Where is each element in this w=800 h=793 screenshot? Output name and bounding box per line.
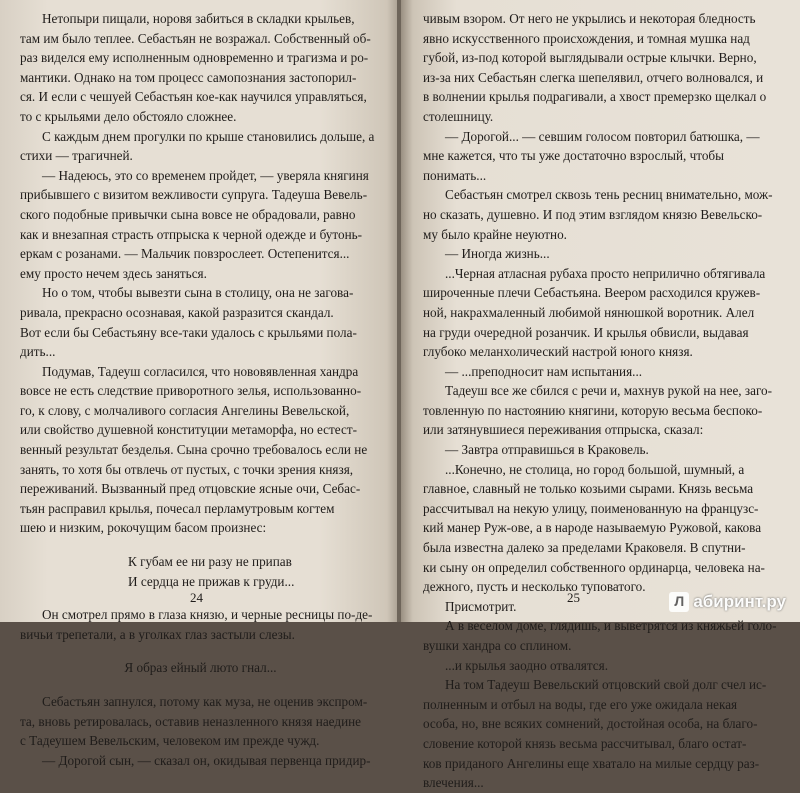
text-line: Себастьян смотрел сквозь тень ресниц внимательно, мож-: [445, 187, 773, 203]
text-line: Я образ ейный люто гнал...: [124, 660, 277, 676]
right-page-number: 25: [567, 590, 580, 606]
text-line: переживаний. Вызванный пред отцовские ясные очи, Себас-: [20, 481, 361, 497]
text-line: или свойство душевной конституции метаморфа, но естест-: [20, 422, 357, 438]
text-line: А в веселом доме, глядишь, и выветрятся из княжьей голо-: [445, 618, 777, 634]
right-page: [401, 0, 800, 791]
text-line: И сердца не прижав к груди...: [128, 573, 295, 589]
left-page-number: 24: [190, 590, 203, 606]
text-line: [20, 538, 381, 552]
text-line: явно искусственного происхождения, и томная мушка над: [423, 30, 750, 46]
text-line: — Дорогой сын, — сказал он, окидывая первенца придир-: [42, 752, 371, 768]
text-line: — Надеюсь, это со временем пройдет, — уверяла княгиня: [42, 167, 369, 183]
text-line: мне кажется, что ты уже достаточно взрослый, чтобы: [423, 148, 725, 164]
text-line: кий манер Руж-ове, а в народе называемую Ружовой, какова: [423, 520, 762, 536]
text-line: главное, славный не только козьими сырами. Князь весьма: [423, 481, 754, 497]
text-line: или затянувшиеся переживания отпрыска, сказал:: [423, 422, 704, 438]
text-line: Нетопыри пищали, норовя забиться в складки крыльев,: [42, 11, 355, 26]
text-line: широченные плечи Себастьяна. Веером расходился кружев-: [423, 285, 761, 301]
text-line: влечения...: [423, 775, 484, 791]
text-line: Вот если бы Себастьяну все-таки удалось с крыльями пола-: [20, 324, 357, 340]
text-line: — Иногда жизнь...: [445, 246, 550, 262]
text-line: стихи — трагичней.: [20, 148, 133, 164]
text-line: особа, но, вне всяких сомнений, достойная особа, на благо-: [423, 716, 758, 732]
text-line: та, вновь ретировалась, оставив неназленного князя наедине: [20, 713, 362, 729]
text-line: вичьи трепетали, а в уголках глаз застыли слезы.: [20, 626, 295, 642]
text-line: рассчитывал на некую улицу, поименованную на французс-: [423, 500, 759, 516]
text-line: му было крайне неуютно.: [423, 226, 567, 242]
text-line: Он смотрел прямо в глаза князю, и черные ресницы по-де-: [42, 607, 373, 623]
text-line: ков приданого Ангелины еще хватало на милые сердцу раз-: [423, 755, 760, 771]
text-line: тьян расправил крылья, почесал перламутровым когтем: [20, 500, 335, 516]
text-line: вовсе не есть следствие приворотного зелья, использованно-: [20, 383, 362, 399]
text-line: была известна далеко за пределами Краковеля. В спутни-: [423, 540, 746, 556]
text-line: то с крыльями дело обстояло сложнее.: [20, 108, 237, 124]
text-line: ...и крылья заодно отвалятся.: [445, 657, 608, 673]
text-line: — Дорогой... — севшим голосом повторил батюшка, —: [445, 128, 760, 144]
text-line: го, к слову, с молчаливого согласия Ангелины Вевельской,: [20, 402, 350, 418]
text-line: мантики. Однако на том процесс самопознания застопорил-: [20, 69, 357, 85]
left-page-text: [20, 9, 381, 770]
text-line: на груди очередной розанчик. И крылья обвисли, выдавая: [423, 324, 749, 340]
labirint-logo-icon: Л: [669, 592, 689, 612]
text-line: ной, накрахмаленный любимой нянюшкой воротник. Алел: [423, 304, 755, 320]
text-line: еркам с розанами. — Мальчик повзрослеет. Остепенится...: [20, 246, 350, 262]
text-line: Тадеуш все же сбился с речи и, махнув рукой на нее, заго-: [445, 383, 773, 399]
text-line: из-за них Себастьян слегка шепелявил, отчего волновался, и: [423, 69, 764, 85]
text-line: — Завтра отправишься в Краковель.: [445, 442, 649, 458]
text-line: товленную по настоянию княгини, которую весьма беспоко-: [423, 402, 763, 418]
text-line: столешницу.: [423, 108, 494, 124]
text-line: [20, 644, 381, 658]
text-line: полненным и отбыл на воды, где его уже ожидала некая: [423, 696, 738, 712]
text-line: ся. И если с чешуей Себастьян кое-как научился управляться,: [20, 89, 367, 105]
text-line: но сказать, душевно. И под этим взглядом князю Вевельско-: [423, 206, 763, 222]
labirint-watermark: [669, 592, 786, 612]
text-line: — ...преподносит нам испытания...: [445, 363, 643, 379]
text-line: ского подобные привычки сына вовсе не обрадовали, равно: [20, 206, 356, 222]
watermark-text: абиринт.ру: [693, 592, 786, 612]
text-line: понимать...: [423, 167, 487, 183]
text-line: чивым взором. От него не укрылись и некоторая бледность: [423, 11, 756, 26]
text-line: шею и низким, рокочущим басом произнес:: [20, 520, 267, 536]
text-line: с Тадеушем Вевельским, человеком им прежде чужд.: [20, 733, 320, 749]
text-line: венный результат безделья. Сына срочно требовалось если не: [20, 442, 368, 458]
right-page-text: [423, 9, 786, 793]
text-line: На том Тадеуш Вевельский отцовский свой долг счел ис-: [445, 677, 767, 693]
text-line: ему просто нечем здесь заняться.: [20, 265, 207, 281]
text-line: Подумав, Тадеуш согласился, что нововявленная хандра: [42, 363, 359, 379]
text-line: дежного, пусть и несколько туповатого.: [423, 579, 646, 595]
text-line: Присмотрит.: [445, 598, 517, 614]
text-line: С каждым днем прогулки по крыше становились дольше, а: [42, 128, 375, 144]
text-line: ки сыну он определил собственного ординарца, человека на-: [423, 559, 765, 575]
text-line: прибывшего с визитом вежливости супруга. Тадеуша Вевель-: [20, 187, 368, 203]
text-line: Но о том, чтобы вывезти сына в столицу, она не загова-: [42, 285, 354, 301]
text-line: дить...: [20, 344, 56, 360]
left-page: [0, 0, 399, 768]
text-line: Себастьян запнулся, потому как муза, не оценив экспром-: [42, 694, 368, 709]
text-line: ривала, прекрасно осознавая, какой разразится скандал.: [20, 304, 334, 320]
text-line: как и внезапная страсть отпрыска к черной одежде и бутонь-: [20, 226, 363, 242]
text-line: [20, 678, 381, 692]
text-line: ...Конечно, не столица, но город большой, шумный, а: [445, 461, 745, 477]
text-line: занять, то хотя бы отвлечь от пустых, с точки зрения князя,: [20, 461, 354, 477]
text-line: глубоко меланхолический настрой юного князя.: [423, 344, 693, 360]
text-line: ...Черная атласная рубаха просто неприлично обтягивала: [445, 265, 766, 281]
text-line: в волнении крылья подрагивали, а хвост премерзко щелкал о: [423, 89, 767, 105]
text-line: вушки хандра со сплином.: [423, 638, 572, 653]
text-line: там им было теплее. Себастьян не возражал. Собственный об-: [20, 30, 371, 46]
text-line: раз виделся ему исполненным одновременно и трагизма и ро-: [20, 50, 369, 66]
text-line: губой, из-под которой выглядывали острые клычки. Верно,: [423, 50, 757, 66]
text-line: словение которой князь весьма рассчитывал, благо остат-: [423, 735, 747, 751]
text-line: К губам ее ни разу не припав: [128, 554, 292, 570]
